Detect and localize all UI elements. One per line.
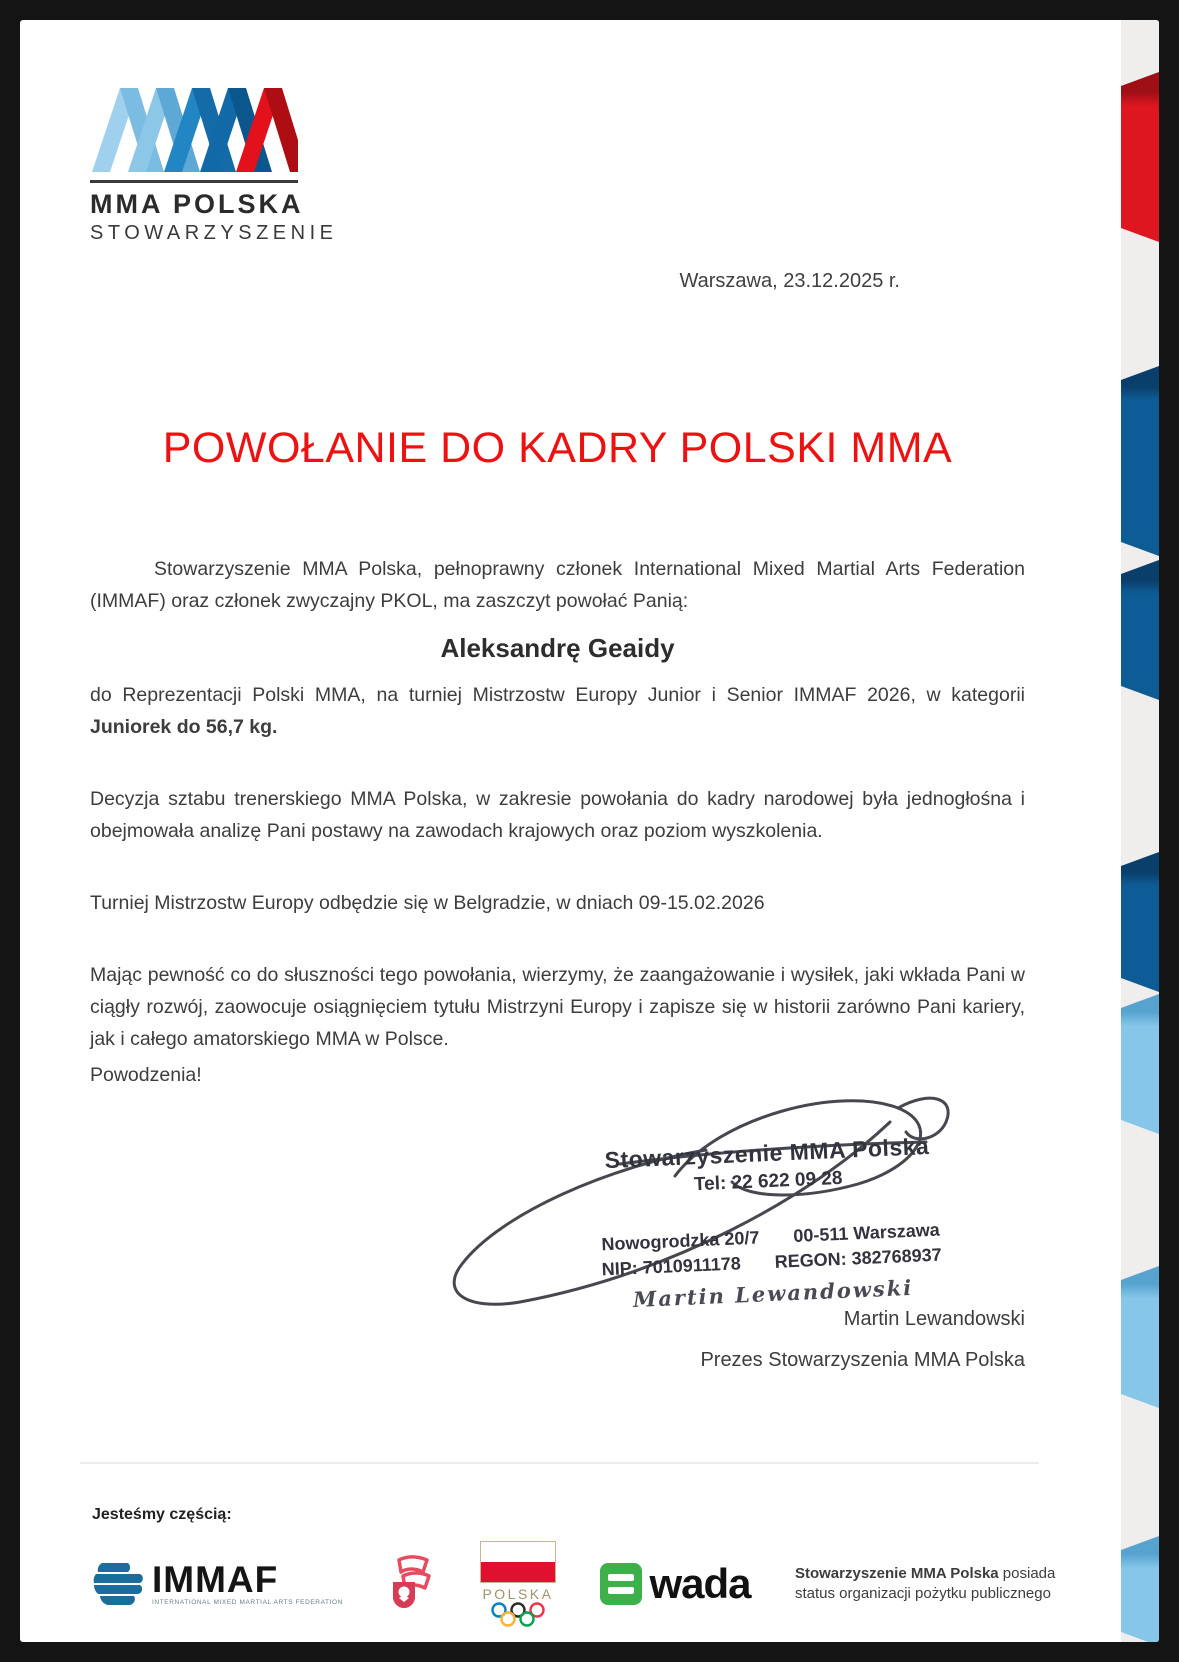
callup-text: do Reprezentacji Polski MMA, na turniej Mistrzostw Europy Junior i Senior IMMAF 2026, w kategorii <box>90 684 1025 706</box>
stamp-nip: NIP: 7010911178 <box>601 1253 742 1280</box>
ribbon-block-red <box>1121 72 1159 242</box>
poland-flag-icon <box>480 1541 556 1583</box>
stamp-phone: Tel: 22 622 09 28 <box>693 1167 843 1196</box>
footer-note-text: posiada status organizacji pożytku publicznego <box>794 1565 1056 1602</box>
stamp-signed-name: Martin Lewandowski <box>632 1274 914 1313</box>
wada-logo <box>600 1560 751 1607</box>
letter-body <box>90 553 1025 1091</box>
closing-line: Powodzenia! <box>90 1064 202 1086</box>
immaf-icon <box>92 1561 144 1607</box>
immaf-tagline: INTERNATIONAL MIXED MARTIAL ARTS FEDERATION <box>152 1598 343 1606</box>
stamp-regon: REGON: 382768937 <box>774 1244 943 1272</box>
logo-title: MMA POLSKA <box>90 189 304 219</box>
athlete-name: Aleksandrę Geaidy <box>440 633 675 663</box>
immaf-wordmark: IMMAF <box>152 1558 279 1600</box>
ribbon-track <box>1121 20 1159 1642</box>
polska-label: POLSKA <box>482 1585 554 1602</box>
paragraph-intro: Stowarzyszenie MMA Polska, pełnoprawny członek International Mixed Martial Arts Federation (IMMAF) oraz członek zwyczajny PKOL, ma zaszczyt powołać Panią: <box>90 558 1025 612</box>
document-page <box>20 20 1159 1642</box>
ribbon-block-light-blue <box>1121 1536 1159 1642</box>
logo-rule <box>90 180 298 183</box>
footer-note-org: Stowarzyszenie MMA Polska <box>794 1565 999 1582</box>
signatory-block <box>700 1308 1025 1372</box>
signatory-name: Martin Lewandowski <box>843 1308 1025 1330</box>
paragraph-tournament: Turniej Mistrzostw Europy odbędzie się w Belgradzie, w dniach 09-15.02.2026 <box>90 892 765 914</box>
stamp-org-name: Stowarzyszenie MMA Polska <box>604 1132 930 1174</box>
immaf-logo <box>92 1558 343 1607</box>
date-line: Warszawa, 23.12.2025 r. <box>679 270 900 292</box>
olympic-rings-icon <box>487 1602 549 1628</box>
ribbon-block-dark-blue <box>1121 852 1159 992</box>
paragraph-callup <box>90 679 1025 743</box>
polska-olympic-logo <box>480 1541 556 1628</box>
document-title: POWOŁANIE DO KADRY POLSKI MMA <box>162 424 953 472</box>
stamp-city: 00-511 Warszawa <box>792 1219 941 1246</box>
mma-polska-logo-icon <box>90 82 298 174</box>
eagle-icon <box>387 1554 435 1610</box>
mma-polska-logo <box>90 82 338 245</box>
weight-category: Juniorek do 56,7 kg. <box>90 716 278 738</box>
wada-wordmark: wada <box>649 1560 751 1607</box>
ribbon-block-light-blue <box>1121 1266 1159 1408</box>
stamp-street: Nowogrodzka 20/7 <box>601 1227 760 1255</box>
pkol-eagle-logo <box>387 1554 435 1615</box>
wada-icon <box>600 1563 642 1605</box>
logo-subtitle: STOWARZYSZENIE <box>90 222 338 244</box>
signature-area <box>370 1078 990 1318</box>
footer-note <box>795 1564 1063 1604</box>
signatory-title: Prezes Stowarzyszenia MMA Polska <box>700 1349 1025 1371</box>
ribbon-block-light-blue <box>1121 994 1159 1134</box>
ribbon-block-dark-blue <box>1121 366 1159 556</box>
organization-stamp <box>582 1132 959 1314</box>
paragraph-decision: Decyzja sztabu trenerskiego MMA Polska, w zakresie powołania do kadry narodowej była jednogłośna i obejmowała analizę Pani postawy na zawodach krajowych oraz poziom wyszkolenia. <box>90 788 1025 842</box>
footer-heading: Jesteśmy częścią: <box>92 1506 232 1523</box>
ribbon-block-dark-blue <box>1121 560 1159 700</box>
paragraph-wishes: Mając pewność co do słuszności tego powołania, wierzymy, że zaangażowanie i wysiłek, jaki wkłada Pani w ciągły rozwój, zaowocuje osiągnięciem tytułu Mistrzyni Europy i zapisze się w historii zarówno Pani kariery, jak i całego amatorskiego MMA w Polsce. <box>90 964 1025 1050</box>
footer-divider <box>80 1462 1039 1464</box>
partner-logos-row <box>92 1532 1063 1636</box>
